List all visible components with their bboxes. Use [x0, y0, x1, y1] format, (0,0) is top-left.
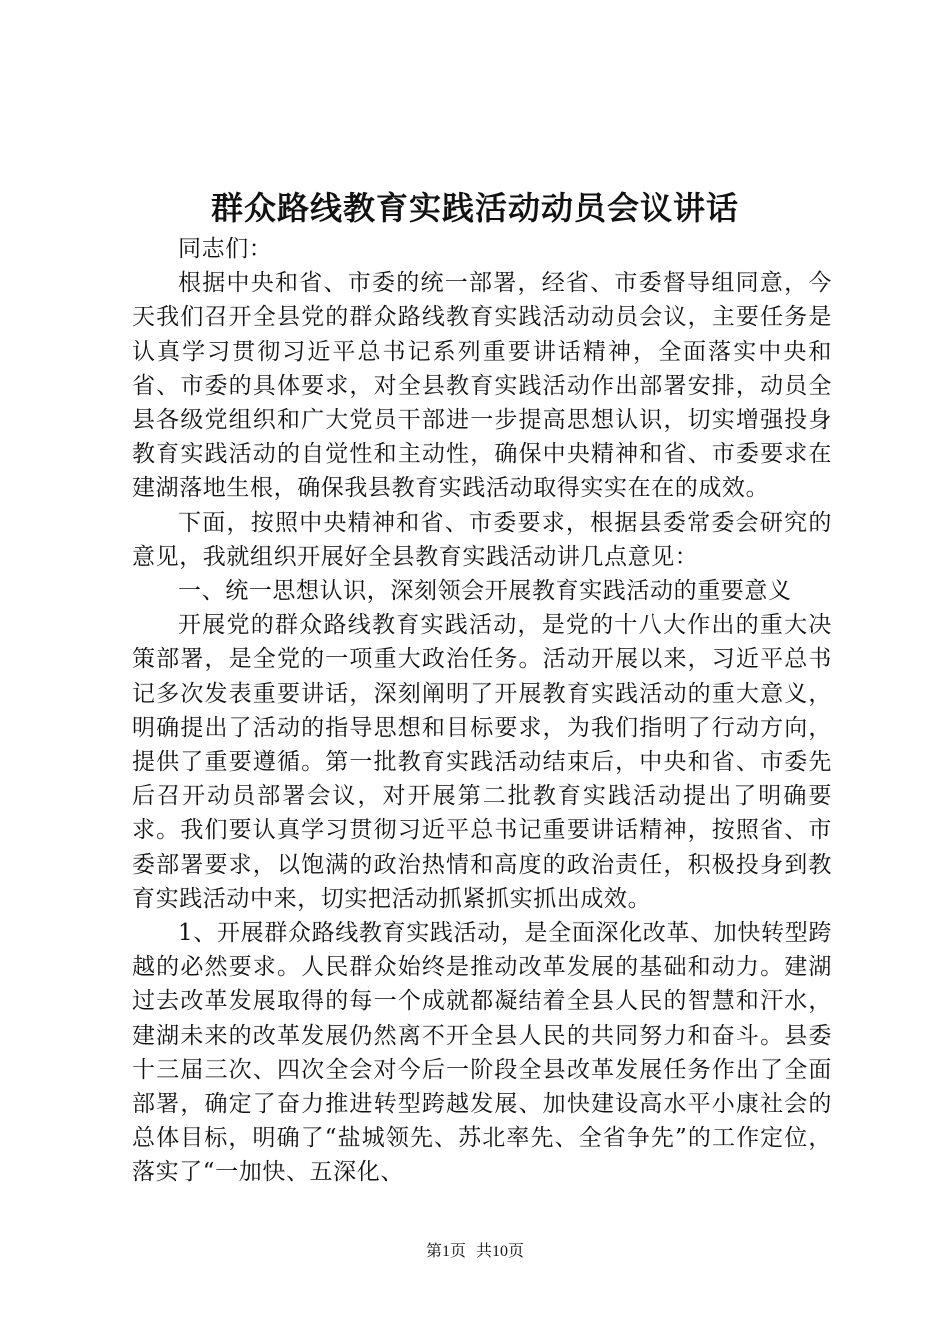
page-footer [0, 1240, 950, 1264]
page-number: 第1页 [425, 1243, 466, 1260]
body-paragraph: 下面，按照中央精神和省、市委要求，根据县委常委会研究的意见，我就组织开展好全县教育实践活动讲几点意见： [132, 509, 832, 570]
document-title: 群众路线教育实践活动动员会议讲话 [210, 189, 739, 227]
body-paragraph: 1、开展群众路线教育实践活动，是全面深化改革、加快转型跨越的必然要求。人民群众始终是推动改革发展的基础和动力。建湖过去改革发展取得的每一个成就都凝结着全县人民的智慧和汗水，建湖未来的改革发展仍然离不开全县人民的共同努力和奋斗。县委十三届三次、四次全会对今后一阶段全县改革发展任务作出了全面部署，确定了奋力推进转型跨越发展、加快建设高水平小康社会的总体目标，明确了“盐城领先、苏北率先、全省争先”的工作定位，落实了“一加快、五深化、 [132, 920, 832, 1186]
body-paragraph: 开展党的群众路线教育实践活动，是党的十八大作出的重大决策部署，是全党的一项重大政治任务。活动开展以来，习近平总书记多次发表重要讲话，深刻阐明了开展教育实践活动的重大意义，明确提出了活动的指导思想和目标要求，为我们指明了行动方向，提供了重要遵循。第一批教育实践活动结束后，中央和省、市委先后召开动员部署会议，对开展第二批教育实践活动提出了明确要求。我们要认真学习贯彻习近平总书记重要讲话精神，按照省、市委部署要求，以饱满的政治热情和高度的政治责任，积极投身到教育实践活动中来，切实把活动抓紧抓实抓出成效。 [132, 612, 832, 912]
document-body [132, 232, 832, 1190]
section-heading: 一、统一思想认识，深刻领会开展教育实践活动的重要意义 [178, 578, 792, 605]
body-paragraph: 根据中央和省、市委的统一部署，经省、市委督导组同意，今天我们召开全县党的群众路线教育实践活动动员会议，主要任务是认真学习贯彻习近平总书记系列重要讲话精神，全面落实中央和省、市委的具体要求，对全县教育实践活动作出部署安排，动员全县各级党组织和广大党员干部进一步提高思想认识，切实增强投身教育实践活动的自觉性和主动性，确保中央精神和省、市委要求在建湖落地生根，确保我县教育实践活动取得实实在在的成效。 [132, 270, 832, 502]
page-total: 共10页 [476, 1243, 525, 1260]
salutation-paragraph: 同志们： [178, 236, 273, 262]
